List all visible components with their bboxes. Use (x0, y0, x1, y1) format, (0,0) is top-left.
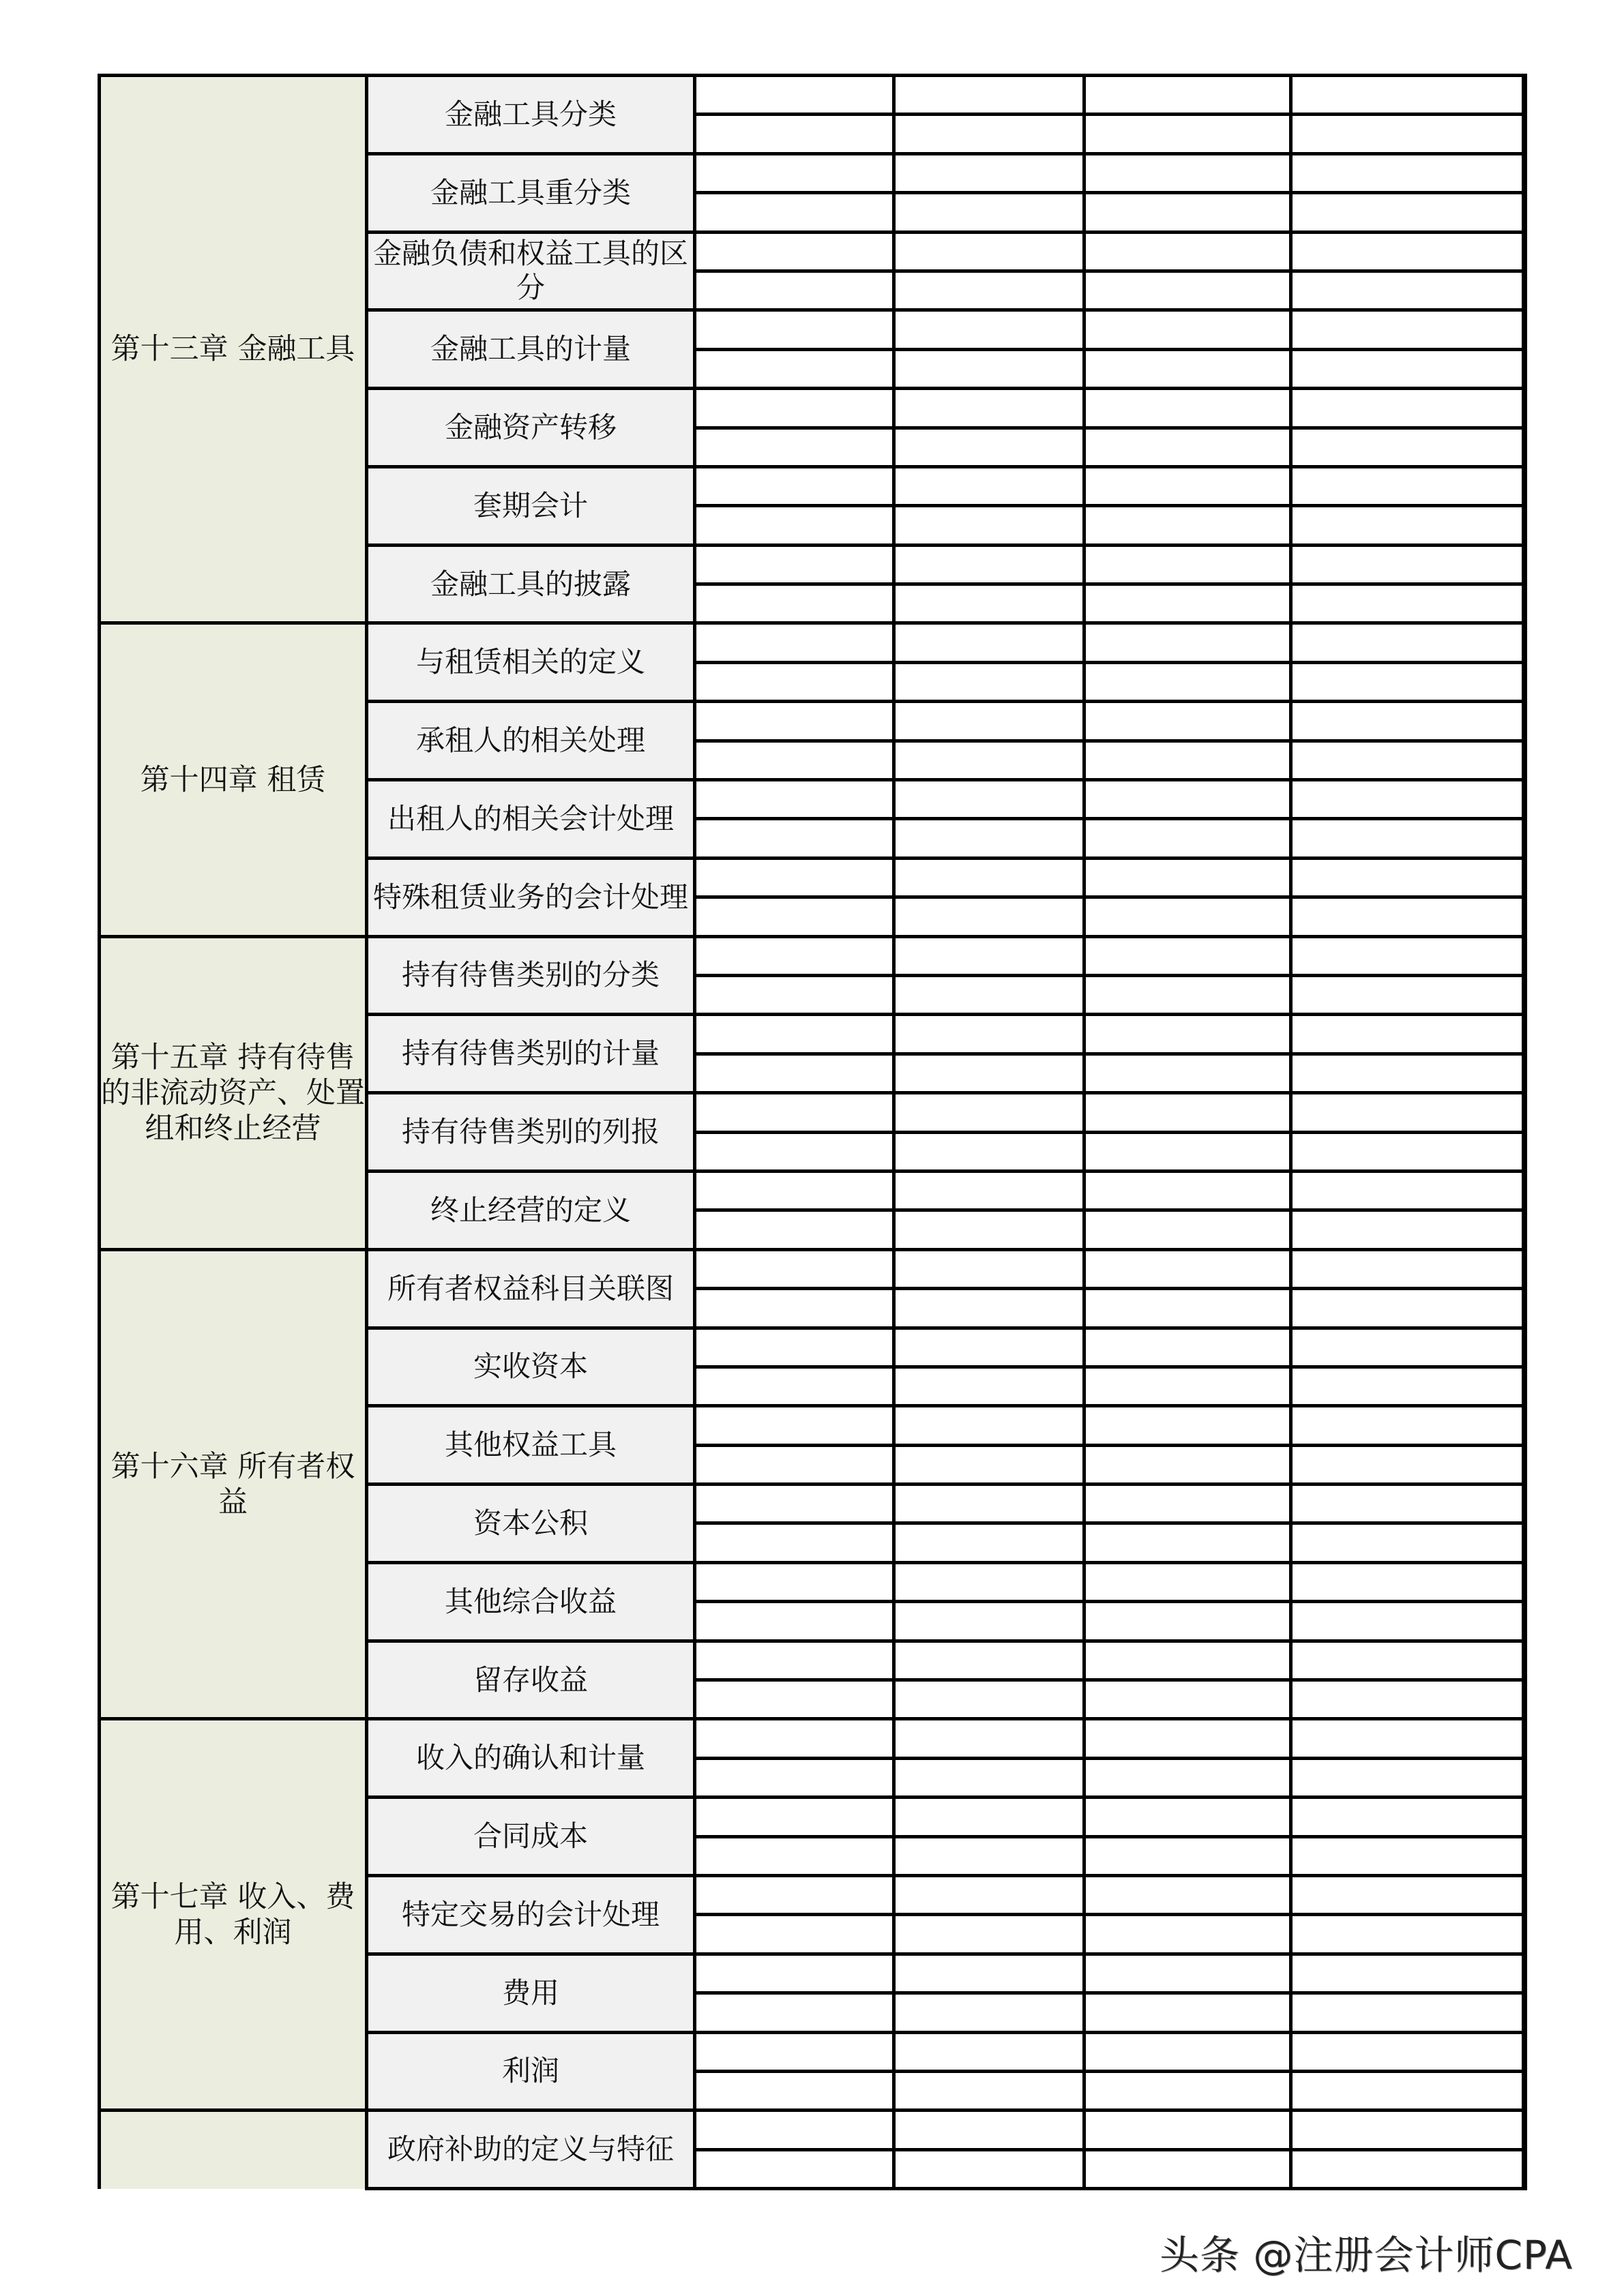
data-cell[interactable] (695, 1875, 894, 1914)
data-cell[interactable] (695, 1993, 894, 2032)
data-cell[interactable] (695, 1406, 894, 1445)
data-cell[interactable] (1084, 1523, 1291, 1562)
data-cell[interactable] (894, 506, 1084, 545)
topic-cell: 持有待售类别的分类 (367, 936, 695, 1015)
data-cell[interactable] (1291, 1562, 1524, 1601)
data-cell[interactable] (894, 780, 1084, 819)
data-cell[interactable] (1291, 1875, 1524, 1914)
chapter-cell (100, 2111, 367, 2189)
data-cell[interactable] (1291, 1915, 1524, 1954)
data-cell[interactable] (1291, 389, 1524, 428)
data-cell[interactable] (1084, 1915, 1291, 1954)
study-plan-sheet (98, 74, 1522, 2190)
data-cell[interactable] (894, 897, 1084, 936)
topic-cell: 其他权益工具 (367, 1406, 695, 1485)
topic-cell: 特定交易的会计处理 (367, 1875, 695, 1954)
topic-cell: 出租人的相关会计处理 (367, 780, 695, 859)
topic-cell: 金融资产转移 (367, 389, 695, 467)
data-cell[interactable] (1291, 1328, 1524, 1367)
chapter-cell: 第十六章 所有者权益 (100, 1249, 367, 1719)
data-cell[interactable] (1291, 1210, 1524, 1249)
data-cell[interactable] (695, 1289, 894, 1328)
data-cell[interactable] (1291, 1485, 1524, 1523)
table-row (100, 1719, 1524, 1758)
data-cell[interactable] (695, 506, 894, 545)
data-cell[interactable] (1291, 153, 1524, 192)
data-cell[interactable] (1291, 271, 1524, 310)
data-cell[interactable] (1084, 232, 1291, 271)
data-cell[interactable] (1291, 2032, 1524, 2071)
topic-cell: 终止经营的定义 (367, 1171, 695, 1249)
data-cell[interactable] (1291, 1602, 1524, 1641)
data-cell[interactable] (1291, 1523, 1524, 1562)
data-cell[interactable] (1084, 310, 1291, 349)
data-cell[interactable] (1291, 2149, 1524, 2188)
data-cell[interactable] (1084, 584, 1291, 623)
data-cell[interactable] (695, 1054, 894, 1092)
topic-cell: 与租赁相关的定义 (367, 623, 695, 702)
data-cell[interactable] (894, 2032, 1084, 2071)
data-cell[interactable] (1084, 897, 1291, 936)
data-cell[interactable] (1084, 115, 1291, 153)
data-cell[interactable] (1084, 2071, 1291, 2110)
data-cell[interactable] (1084, 2111, 1291, 2149)
data-cell[interactable] (894, 662, 1084, 701)
data-cell[interactable] (1291, 2111, 1524, 2149)
data-cell[interactable] (1084, 1406, 1291, 1445)
table-row (100, 2111, 1524, 2149)
topic-cell: 所有者权益科目关联图 (367, 1249, 695, 1328)
data-cell[interactable] (695, 1680, 894, 1719)
data-cell[interactable] (695, 2071, 894, 2110)
data-cell[interactable] (1291, 1719, 1524, 1758)
topic-cell: 金融工具分类 (367, 76, 695, 154)
data-cell[interactable] (1084, 1875, 1291, 1914)
data-cell[interactable] (894, 1367, 1084, 1405)
data-cell[interactable] (1291, 115, 1524, 153)
topic-cell: 金融工具重分类 (367, 153, 695, 232)
data-cell[interactable] (695, 1798, 894, 1836)
topic-cell: 套期会计 (367, 466, 695, 545)
data-cell[interactable] (695, 1719, 894, 1758)
data-cell[interactable] (1291, 466, 1524, 505)
data-cell[interactable] (1291, 936, 1524, 975)
data-cell[interactable] (1084, 506, 1291, 545)
data-cell[interactable] (1084, 1289, 1291, 1328)
data-cell[interactable] (1291, 1406, 1524, 1445)
data-cell[interactable] (894, 584, 1084, 623)
data-cell[interactable] (894, 623, 1084, 662)
data-cell[interactable] (695, 545, 894, 584)
data-cell[interactable] (1084, 1367, 1291, 1405)
data-cell[interactable] (1291, 232, 1524, 271)
data-cell[interactable] (1084, 2032, 1291, 2071)
topic-cell: 其他综合收益 (367, 1562, 695, 1641)
data-cell[interactable] (1291, 349, 1524, 388)
data-cell[interactable] (894, 1680, 1084, 1719)
data-cell[interactable] (1084, 1641, 1291, 1680)
data-cell[interactable] (1084, 1680, 1291, 1719)
data-cell[interactable] (695, 936, 894, 975)
data-cell[interactable] (1291, 1289, 1524, 1328)
data-cell[interactable] (894, 1015, 1084, 1054)
data-cell[interactable] (1084, 1445, 1291, 1484)
data-cell[interactable] (695, 1445, 894, 1484)
data-cell[interactable] (1291, 1993, 1524, 2032)
data-cell[interactable] (1291, 1445, 1524, 1484)
data-cell[interactable] (695, 1210, 894, 1249)
data-cell[interactable] (1084, 2149, 1291, 2188)
data-cell[interactable] (695, 858, 894, 897)
data-cell[interactable] (1084, 1171, 1291, 1210)
topic-cell: 费用 (367, 1954, 695, 2032)
data-cell[interactable] (894, 1875, 1084, 1914)
data-cell[interactable] (894, 232, 1084, 271)
data-cell[interactable] (894, 1562, 1084, 1601)
data-cell[interactable] (695, 466, 894, 505)
data-cell[interactable] (1084, 1093, 1291, 1132)
data-cell[interactable] (695, 1523, 894, 1562)
data-cell[interactable] (1084, 1602, 1291, 1641)
topic-cell: 金融工具的披露 (367, 545, 695, 623)
data-cell[interactable] (1291, 1836, 1524, 1875)
data-cell[interactable] (695, 662, 894, 701)
data-cell[interactable] (1084, 819, 1291, 858)
data-cell[interactable] (1291, 1015, 1524, 1054)
data-cell[interactable] (894, 1210, 1084, 1249)
data-cell[interactable] (894, 1915, 1084, 1954)
data-cell[interactable] (894, 1993, 1084, 2032)
data-cell[interactable] (695, 271, 894, 310)
data-cell[interactable] (894, 1132, 1084, 1171)
data-cell[interactable] (894, 271, 1084, 310)
study-plan-table (98, 74, 1527, 2190)
data-cell[interactable] (695, 1249, 894, 1288)
data-cell[interactable] (695, 780, 894, 819)
data-cell[interactable] (1084, 76, 1291, 115)
data-cell[interactable] (1291, 310, 1524, 349)
data-cell[interactable] (894, 153, 1084, 192)
data-cell[interactable] (1291, 1054, 1524, 1092)
topic-cell: 收入的确认和计量 (367, 1719, 695, 1798)
data-cell[interactable] (1291, 975, 1524, 1014)
data-cell[interactable] (894, 2149, 1084, 2188)
data-cell[interactable] (894, 1093, 1084, 1132)
data-cell[interactable] (1084, 780, 1291, 819)
data-cell[interactable] (1084, 1054, 1291, 1092)
data-cell[interactable] (1291, 1367, 1524, 1405)
data-cell[interactable] (894, 1054, 1084, 1092)
data-cell[interactable] (695, 1093, 894, 1132)
data-cell[interactable] (695, 232, 894, 271)
data-cell[interactable] (1291, 662, 1524, 701)
topic-cell: 特殊租赁业务的会计处理 (367, 858, 695, 936)
topic-cell: 利润 (367, 2032, 695, 2111)
data-cell[interactable] (894, 2111, 1084, 2149)
data-cell[interactable] (1084, 389, 1291, 428)
data-cell[interactable] (695, 428, 894, 466)
topic-cell: 留存收益 (367, 1641, 695, 1719)
data-cell[interactable] (894, 310, 1084, 349)
data-cell[interactable] (695, 115, 894, 153)
data-cell[interactable] (894, 1602, 1084, 1641)
data-cell[interactable] (695, 897, 894, 936)
topic-cell: 资本公积 (367, 1485, 695, 1563)
data-cell[interactable] (1291, 780, 1524, 819)
data-cell[interactable] (894, 193, 1084, 232)
chapter-cell: 第十七章 收入、费用、利润 (100, 1719, 367, 2111)
data-cell[interactable] (695, 1171, 894, 1210)
data-cell[interactable] (1291, 1954, 1524, 1993)
data-cell[interactable] (1084, 1328, 1291, 1367)
data-cell[interactable] (894, 466, 1084, 505)
data-cell[interactable] (695, 153, 894, 192)
data-cell[interactable] (1291, 819, 1524, 858)
data-cell[interactable] (894, 1523, 1084, 1562)
chapter-cell: 第十三章 金融工具 (100, 76, 367, 623)
data-cell[interactable] (894, 115, 1084, 153)
data-cell[interactable] (894, 2071, 1084, 2110)
data-cell[interactable] (1084, 1798, 1291, 1836)
data-cell[interactable] (695, 2032, 894, 2071)
data-cell[interactable] (695, 1915, 894, 1954)
data-cell[interactable] (894, 1719, 1084, 1758)
table-row (100, 623, 1524, 662)
data-cell[interactable] (1291, 2071, 1524, 2110)
data-cell[interactable] (894, 1836, 1084, 1875)
data-cell[interactable] (695, 349, 894, 388)
data-cell[interactable] (894, 858, 1084, 897)
data-cell[interactable] (695, 819, 894, 858)
data-cell[interactable] (1291, 1132, 1524, 1171)
data-cell[interactable] (695, 1328, 894, 1367)
data-cell[interactable] (1084, 466, 1291, 505)
data-cell[interactable] (1291, 1758, 1524, 1797)
data-cell[interactable] (1084, 975, 1291, 1014)
topic-cell: 实收资本 (367, 1328, 695, 1406)
data-cell[interactable] (695, 584, 894, 623)
data-cell[interactable] (1084, 1836, 1291, 1875)
data-cell[interactable] (695, 1562, 894, 1601)
data-cell[interactable] (894, 741, 1084, 779)
topic-cell: 持有待售类别的列报 (367, 1093, 695, 1172)
data-cell[interactable] (1084, 662, 1291, 701)
data-cell[interactable] (1291, 1093, 1524, 1132)
chapter-cell: 第十四章 租赁 (100, 623, 367, 936)
data-cell[interactable] (894, 1328, 1084, 1367)
data-cell[interactable] (1291, 1249, 1524, 1288)
data-cell[interactable] (1084, 1719, 1291, 1758)
topic-cell: 持有待售类别的计量 (367, 1015, 695, 1093)
chapter-cell: 第十五章 持有待售的非流动资产、处置组和终止经营 (100, 936, 367, 1249)
data-cell[interactable] (894, 819, 1084, 858)
data-cell[interactable] (1084, 1758, 1291, 1797)
data-cell[interactable] (894, 1954, 1084, 1993)
data-cell[interactable] (1084, 428, 1291, 466)
data-cell[interactable] (894, 389, 1084, 428)
data-cell[interactable] (1084, 271, 1291, 310)
data-cell[interactable] (1084, 623, 1291, 662)
data-cell[interactable] (695, 2149, 894, 2188)
data-cell[interactable] (1291, 428, 1524, 466)
data-cell[interactable] (1084, 1249, 1291, 1288)
data-cell[interactable] (894, 1445, 1084, 1484)
table-row (100, 76, 1524, 115)
data-cell[interactable] (1291, 584, 1524, 623)
topic-cell: 承租人的相关处理 (367, 702, 695, 780)
data-cell[interactable] (1084, 1132, 1291, 1171)
data-cell[interactable] (1084, 1954, 1291, 1993)
data-cell[interactable] (1291, 1798, 1524, 1836)
data-cell[interactable] (695, 1015, 894, 1054)
data-cell[interactable] (1291, 1171, 1524, 1210)
data-cell[interactable] (1291, 506, 1524, 545)
data-cell[interactable] (1084, 702, 1291, 741)
data-cell[interactable] (695, 975, 894, 1014)
data-cell[interactable] (1291, 545, 1524, 584)
data-cell[interactable] (894, 1641, 1084, 1680)
data-cell[interactable] (894, 1289, 1084, 1328)
data-cell[interactable] (695, 702, 894, 741)
data-cell[interactable] (894, 975, 1084, 1014)
data-cell[interactable] (695, 741, 894, 779)
data-cell[interactable] (1084, 545, 1291, 584)
data-cell[interactable] (695, 623, 894, 662)
data-cell[interactable] (1291, 741, 1524, 779)
data-cell[interactable] (1291, 193, 1524, 232)
data-cell[interactable] (1291, 1641, 1524, 1680)
topic-cell: 合同成本 (367, 1798, 695, 1876)
data-cell[interactable] (894, 1758, 1084, 1797)
data-cell[interactable] (1084, 936, 1291, 975)
data-cell[interactable] (894, 1485, 1084, 1523)
data-cell[interactable] (1291, 1680, 1524, 1719)
data-cell[interactable] (894, 1798, 1084, 1836)
data-cell[interactable] (1084, 1562, 1291, 1601)
data-cell[interactable] (1084, 858, 1291, 897)
data-cell[interactable] (695, 1954, 894, 1993)
data-cell[interactable] (894, 1171, 1084, 1210)
data-cell[interactable] (695, 1602, 894, 1641)
data-cell[interactable] (894, 76, 1084, 115)
data-cell[interactable] (894, 1249, 1084, 1288)
data-cell[interactable] (1084, 1015, 1291, 1054)
table-row (100, 1249, 1524, 1288)
data-cell[interactable] (894, 545, 1084, 584)
data-cell[interactable] (1291, 623, 1524, 662)
data-cell[interactable] (1084, 153, 1291, 192)
data-cell[interactable] (1084, 349, 1291, 388)
data-cell[interactable] (1291, 897, 1524, 936)
data-cell[interactable] (695, 1836, 894, 1875)
data-cell[interactable] (1084, 193, 1291, 232)
data-cell[interactable] (894, 428, 1084, 466)
data-cell[interactable] (894, 702, 1084, 741)
data-cell[interactable] (1084, 1993, 1291, 2032)
data-cell[interactable] (695, 1132, 894, 1171)
data-cell[interactable] (695, 1758, 894, 1797)
data-cell[interactable] (695, 310, 894, 349)
data-cell[interactable] (894, 1406, 1084, 1445)
topic-cell: 金融负债和权益工具的区分 (367, 232, 695, 310)
data-cell[interactable] (695, 389, 894, 428)
data-cell[interactable] (695, 76, 894, 115)
data-cell[interactable] (695, 1367, 894, 1405)
data-cell[interactable] (695, 193, 894, 232)
table-row (100, 936, 1524, 975)
topic-cell: 金融工具的计量 (367, 310, 695, 389)
data-cell[interactable] (695, 1641, 894, 1680)
data-cell[interactable] (1084, 1485, 1291, 1523)
watermark: 头条 @注册会计师CPA (1160, 2232, 1573, 2278)
data-cell[interactable] (894, 936, 1084, 975)
topic-cell: 政府补助的定义与特征 (367, 2111, 695, 2189)
data-cell[interactable] (894, 349, 1084, 388)
data-cell[interactable] (695, 2111, 894, 2149)
data-cell[interactable] (1084, 1210, 1291, 1249)
data-cell[interactable] (1291, 702, 1524, 741)
table-body (100, 76, 1524, 2189)
data-cell[interactable] (695, 1485, 894, 1523)
data-cell[interactable] (1291, 858, 1524, 897)
data-cell[interactable] (1291, 76, 1524, 115)
data-cell[interactable] (1084, 741, 1291, 779)
